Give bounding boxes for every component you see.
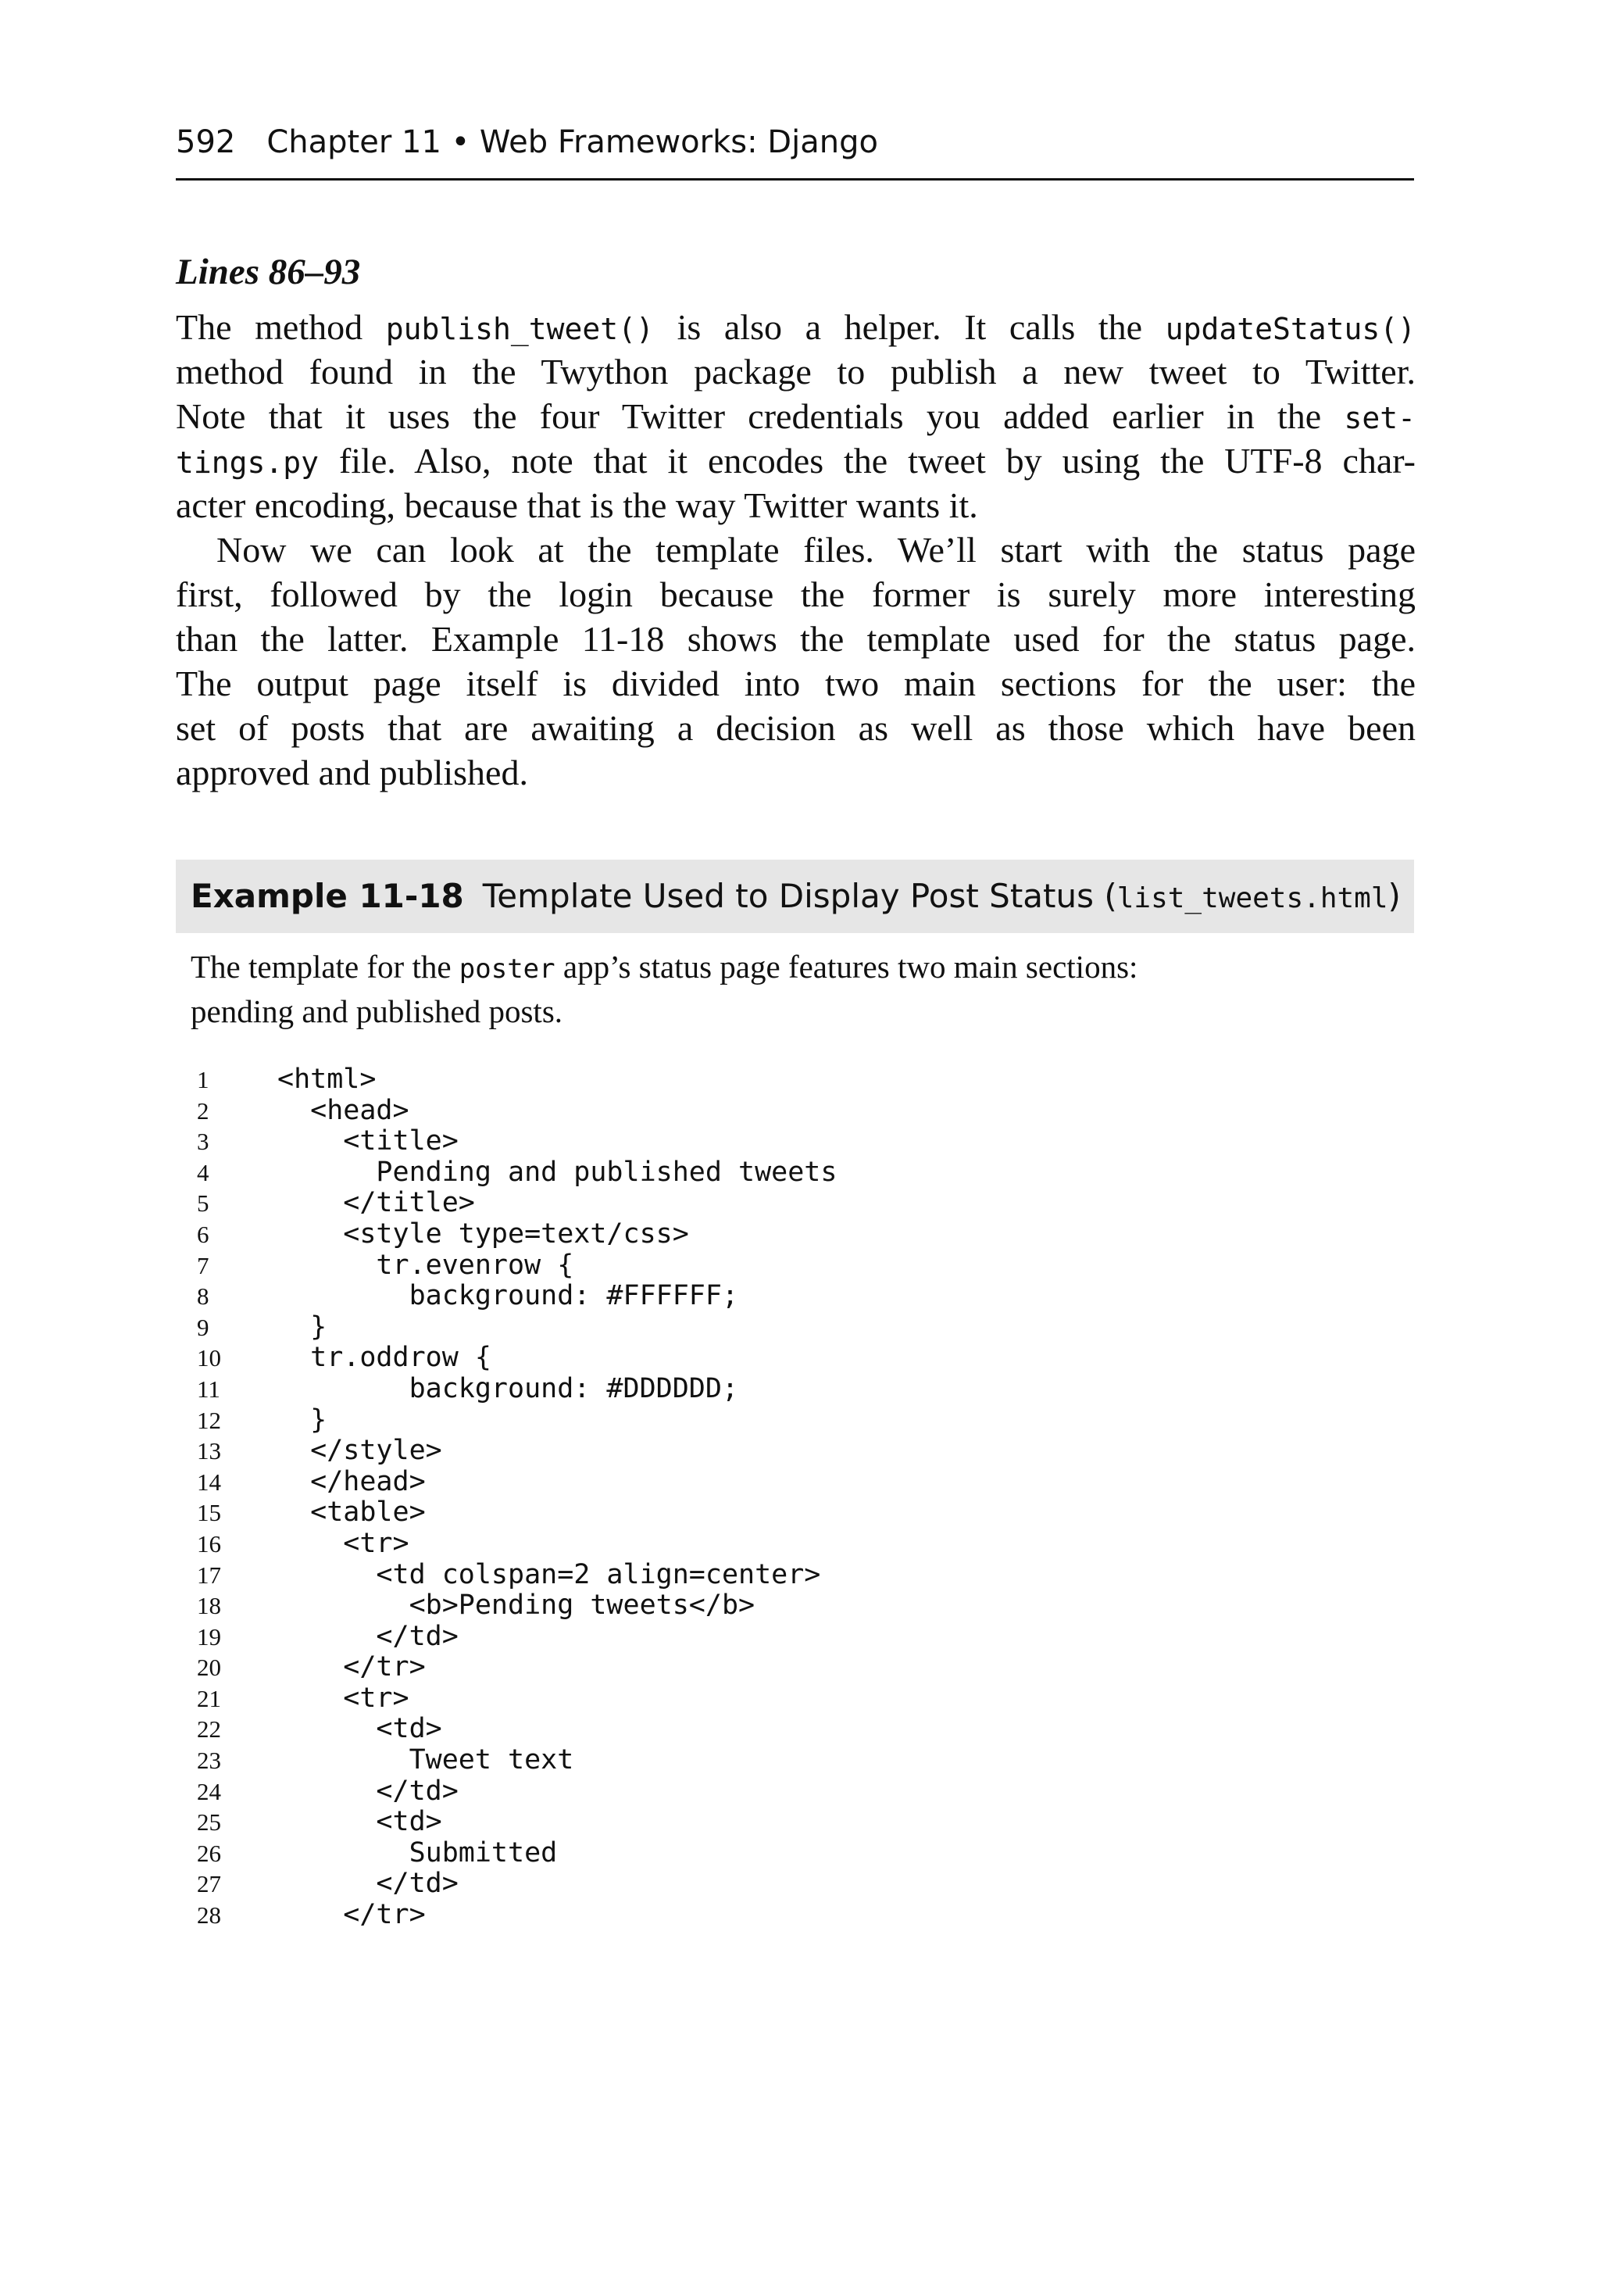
- code-line: [197, 1250, 1369, 1282]
- code-text: Pending and published tweets: [277, 1156, 838, 1188]
- example-title-filename: list_tweets.html: [1116, 882, 1388, 914]
- code-line: [197, 1560, 1369, 1591]
- line-number: 14: [197, 1468, 221, 1496]
- line-number: 15: [197, 1499, 221, 1527]
- code-text: <td>: [277, 1713, 442, 1745]
- code-line: [197, 1838, 1369, 1869]
- code-text: <tr>: [277, 1527, 409, 1559]
- code-text: <tr>: [277, 1682, 409, 1714]
- line-number: 3: [197, 1128, 209, 1156]
- code-text: }: [277, 1404, 327, 1436]
- example-title-close: ): [1388, 877, 1401, 915]
- code-text: <title>: [277, 1125, 459, 1157]
- code-text: <html>: [277, 1064, 377, 1095]
- inline-code: poster: [459, 953, 555, 985]
- line-number: 5: [197, 1189, 209, 1218]
- code-line: [197, 1219, 1369, 1250]
- code-line: [197, 1497, 1369, 1529]
- code-line: [197, 1622, 1369, 1653]
- line-number: 10: [197, 1344, 221, 1372]
- code-line: [197, 1436, 1369, 1467]
- paragraph-line: [176, 617, 1416, 661]
- line-number: 13: [197, 1437, 221, 1465]
- paragraph-template-files: [176, 528, 1416, 795]
- line-number: 23: [197, 1747, 221, 1775]
- text-run: acter encoding, because that is the way Twitter wants it.: [176, 485, 978, 525]
- line-number: 9: [197, 1313, 209, 1341]
- paragraph-line: [176, 661, 1416, 706]
- chapter-title: Chapter 11 • Web Frameworks: Django: [266, 124, 878, 160]
- running-header: [176, 117, 1414, 181]
- code-text: <style type=text/css>: [277, 1218, 689, 1250]
- paragraph-line: [176, 394, 1416, 438]
- line-number: 27: [197, 1870, 221, 1898]
- line-number: 21: [197, 1684, 221, 1712]
- paragraph-line: [176, 750, 1416, 795]
- code-text: Submitted: [277, 1836, 558, 1869]
- line-number: 26: [197, 1839, 221, 1867]
- code-line: [197, 1529, 1369, 1560]
- code-line: [197, 1312, 1369, 1343]
- code-line: [197, 1776, 1369, 1808]
- line-number: 28: [197, 1901, 221, 1929]
- code-text: }: [277, 1311, 327, 1343]
- code-line: [197, 1590, 1369, 1622]
- text-run: The template for the: [191, 949, 459, 985]
- inline-code: set-: [1344, 401, 1416, 435]
- paragraph-line: [176, 528, 1416, 572]
- code-text: </tr>: [277, 1899, 426, 1931]
- code-line: [197, 1869, 1369, 1900]
- line-number: 18: [197, 1592, 221, 1620]
- code-text: </style>: [277, 1435, 442, 1467]
- code-line: [197, 1096, 1369, 1127]
- code-line: [197, 1281, 1369, 1312]
- code-line: [197, 1343, 1369, 1374]
- paragraph-line: [176, 706, 1416, 750]
- line-number: 19: [197, 1622, 221, 1650]
- code-text: <b>Pending tweets</b>: [277, 1590, 755, 1622]
- code-line: [197, 1374, 1369, 1405]
- text-run: The output page itself is divided into two main sections for the user: the: [176, 663, 1416, 703]
- line-number: 4: [197, 1158, 209, 1186]
- code-text: </td>: [277, 1620, 459, 1652]
- code-text: tr.evenrow {: [277, 1249, 574, 1281]
- code-line: [197, 1064, 1369, 1096]
- code-line: [197, 1405, 1369, 1436]
- code-text: tr.oddrow {: [277, 1342, 491, 1374]
- code-text: </tr>: [277, 1651, 426, 1683]
- code-line: [197, 1188, 1369, 1219]
- code-text: </td>: [277, 1775, 459, 1807]
- text-run: is also a helper. It calls the: [653, 307, 1166, 347]
- line-number: 1: [197, 1066, 209, 1093]
- line-number: 24: [197, 1777, 221, 1805]
- code-listing: [197, 1064, 1369, 1931]
- code-text: background: #DDDDDD;: [277, 1372, 739, 1404]
- text-run: approved and published.: [176, 753, 528, 792]
- text-run: Note that it uses the four Twitter credentials you added earlier in the: [176, 396, 1345, 436]
- code-text: </title>: [277, 1187, 475, 1219]
- line-number: 6: [197, 1220, 209, 1248]
- line-number: 12: [197, 1406, 221, 1434]
- text-run: first, followed by the login because the former is surely more interesting: [176, 574, 1416, 614]
- code-line: [197, 1745, 1369, 1776]
- code-line: [197, 1900, 1369, 1931]
- line-number: 22: [197, 1715, 221, 1743]
- line-number: 17: [197, 1561, 221, 1589]
- code-text: Tweet text: [277, 1744, 574, 1776]
- text-run: method found in the Twython package to publish a new tweet to Twitter.: [176, 352, 1416, 392]
- example-title: [483, 877, 1401, 915]
- caption-line: [191, 946, 1409, 990]
- code-text: background: #FFFFFF;: [277, 1280, 739, 1312]
- line-number: 20: [197, 1654, 221, 1682]
- code-text: <td>: [277, 1806, 442, 1838]
- line-number: 7: [197, 1251, 209, 1279]
- line-number: 2: [197, 1096, 209, 1125]
- example-title-bar: [176, 860, 1414, 933]
- text-run: Now we can look at the template files. We’ll start with the status page: [216, 530, 1416, 570]
- section-heading: Lines 86–93: [176, 252, 361, 292]
- inline-code: tings.py: [176, 445, 320, 480]
- paragraph-line: [176, 349, 1416, 394]
- example-caption: [191, 946, 1409, 1032]
- paragraph-line: [176, 305, 1416, 349]
- text-run: app’s status page features two main sections:: [555, 949, 1138, 985]
- line-number: 11: [197, 1375, 220, 1403]
- text-run: pending and published posts.: [191, 993, 563, 1029]
- example-label: Example 11-18: [191, 877, 464, 915]
- paragraph-line: [176, 438, 1416, 483]
- inline-code: updateStatus(): [1165, 312, 1416, 346]
- code-line: [197, 1652, 1369, 1683]
- caption-line: [191, 990, 1409, 1032]
- paragraph-line: [176, 572, 1416, 617]
- text-run: than the latter. Example 11-18 shows the template used for the status page.: [176, 619, 1416, 659]
- line-number: 8: [197, 1282, 209, 1311]
- text-run: set of posts that are awaiting a decision as well as those which have been: [176, 708, 1416, 748]
- paragraph-publish-tweet: [176, 305, 1416, 528]
- code-text: <td colspan=2 align=center>: [277, 1558, 821, 1590]
- inline-code: publish_tweet(): [385, 312, 654, 346]
- line-number: 16: [197, 1529, 221, 1557]
- code-line: [197, 1157, 1369, 1189]
- code-text: <head>: [277, 1094, 409, 1126]
- code-line: [197, 1807, 1369, 1838]
- page-number: 592: [176, 124, 236, 160]
- code-line: [197, 1714, 1369, 1745]
- text-run: file. Also, note that it encodes the tweet by using the UTF-8 char-: [319, 441, 1416, 481]
- code-text: </head>: [277, 1465, 426, 1497]
- code-line: [197, 1126, 1369, 1157]
- code-line: [197, 1467, 1369, 1498]
- code-text: <table>: [277, 1497, 426, 1529]
- paragraph-line: [176, 483, 1416, 528]
- example-title-text: Template Used to Display Post Status (: [482, 877, 1117, 915]
- line-number: 25: [197, 1808, 221, 1836]
- code-line: [197, 1683, 1369, 1715]
- code-text: </td>: [277, 1868, 459, 1900]
- text-run: The method: [176, 307, 386, 347]
